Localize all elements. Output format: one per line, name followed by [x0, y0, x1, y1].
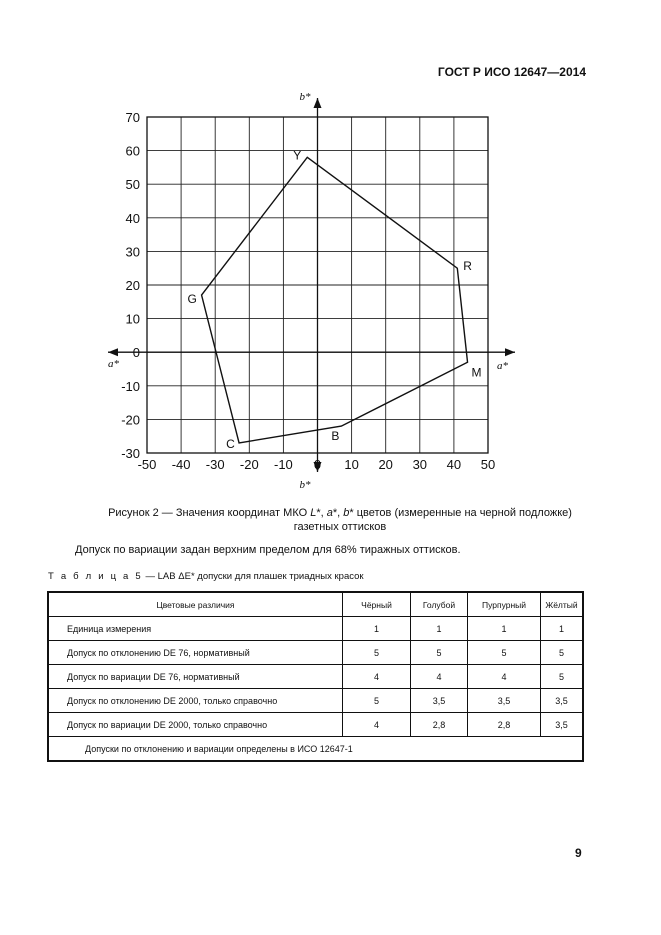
table-cell: 1	[411, 617, 468, 641]
table-cell: 3,5	[541, 713, 584, 737]
table-cell: 1	[343, 617, 411, 641]
table-note-row	[48, 737, 583, 762]
table-cell: 5	[541, 665, 584, 689]
y-tick-label: -10	[121, 378, 140, 394]
y-tick-label: 10	[125, 311, 140, 327]
row-label: Допуск по отклонению DE 2000, только справочно	[48, 689, 343, 713]
a-axis-title-left: a*	[108, 358, 119, 371]
chart-polygon	[202, 157, 468, 443]
row-label: Допуск по отклонению DE 76, нормативный	[48, 641, 343, 665]
x-tick-label: -50	[137, 457, 157, 472]
vertex-label-y: Y	[293, 148, 302, 163]
table-cell: 3,5	[468, 689, 541, 713]
y-tick-label: 0	[132, 345, 140, 361]
x-tick-label: -40	[171, 457, 191, 472]
table-cell: 4	[468, 665, 541, 689]
row-label: Допуск по вариации DE 2000, только справочно	[48, 713, 343, 737]
y-tick-label: 40	[125, 210, 140, 226]
b-axis-title-bottom: b*	[299, 479, 311, 491]
y-tick-label: -20	[121, 412, 140, 428]
table-cell: 3,5	[541, 689, 584, 713]
row-label: Единица измерения	[48, 617, 343, 641]
table-cell: 5	[468, 641, 541, 665]
header-cell: Пурпурный	[468, 592, 541, 617]
table-header-row	[48, 592, 583, 617]
x-tick-label: 20	[378, 457, 393, 472]
x-tick-label: 50	[480, 457, 496, 472]
x-tick-label: -20	[239, 457, 259, 472]
vertex-label-b: B	[331, 429, 340, 444]
header-cell: Цветовые различия	[48, 592, 343, 617]
table-row	[48, 689, 583, 713]
x-tick-label: 40	[446, 457, 462, 472]
document-code: ГОСТ Р ИСО 12647—2014	[437, 65, 586, 79]
a-axis-title-right: a*	[497, 360, 508, 373]
table-cell: 5	[343, 641, 411, 665]
x-tick-label: -10	[274, 457, 293, 472]
x-tick-label: 10	[344, 457, 359, 472]
table-cell: 1	[541, 617, 584, 641]
y-tick-label: 30	[125, 244, 140, 260]
page-number: 9	[575, 846, 582, 860]
header-cell: Жёлтый	[541, 592, 584, 617]
table-row	[48, 713, 583, 737]
table-row	[48, 665, 583, 689]
a-axis-arrow-right	[505, 348, 515, 356]
table-cell: 2,8	[411, 713, 468, 737]
table-cell: 1	[468, 617, 541, 641]
table-cell: 5	[541, 641, 584, 665]
table-cell: 3,5	[411, 689, 468, 713]
color-gamut-polygon	[202, 157, 468, 443]
b-axis-arrow-up	[314, 98, 322, 108]
figure-caption: Рисунок 2 — Значения координат МКО L*, a*, b* цветов (измеренные на черной подложке) газетных оттисков	[108, 507, 572, 533]
a-axis-arrow-left	[108, 348, 118, 356]
header-cell: Голубой	[411, 592, 468, 617]
table-cell: 2,8	[468, 713, 541, 737]
header-cell: Чёрный	[343, 592, 411, 617]
y-tick-label: 50	[125, 177, 140, 193]
table-row	[48, 617, 583, 641]
table-cell: 5	[343, 689, 411, 713]
table-note: Допуски по отклонению и вариации определены в ИСО 12647-1	[48, 737, 583, 762]
table-row	[48, 641, 583, 665]
y-tick-label: 60	[125, 143, 140, 159]
chart-labels	[188, 148, 482, 451]
x-tick-label: -30	[205, 457, 225, 472]
vertex-label-m: M	[471, 365, 482, 380]
vertex-label-g: G	[187, 292, 197, 307]
y-tick-label: 70	[125, 110, 140, 125]
table-cell: 5	[411, 641, 468, 665]
y-tick-label: -30	[121, 446, 140, 461]
b-axis-title-top: b*	[299, 91, 311, 103]
table-cell: 4	[411, 665, 468, 689]
tolerance-table	[47, 591, 584, 762]
y-tick-label: 20	[125, 278, 140, 293]
vertex-label-r: R	[463, 259, 472, 274]
tolerance-paragraph: Допуск по вариации задан верхним пределом для 68% тиражных оттисков.	[75, 544, 461, 556]
row-label: Допуск по вариации DE 76, нормативный	[48, 665, 343, 689]
table-cell: 4	[343, 713, 411, 737]
table-title: Т а б л и ц а 5 — LAB ΔE* допуски для плашек триадных красок	[48, 571, 364, 582]
table-cell: 4	[343, 665, 411, 689]
vertex-label-c: C	[226, 436, 235, 451]
x-tick-label: 0	[313, 457, 322, 472]
x-tick-label: 30	[412, 457, 428, 472]
